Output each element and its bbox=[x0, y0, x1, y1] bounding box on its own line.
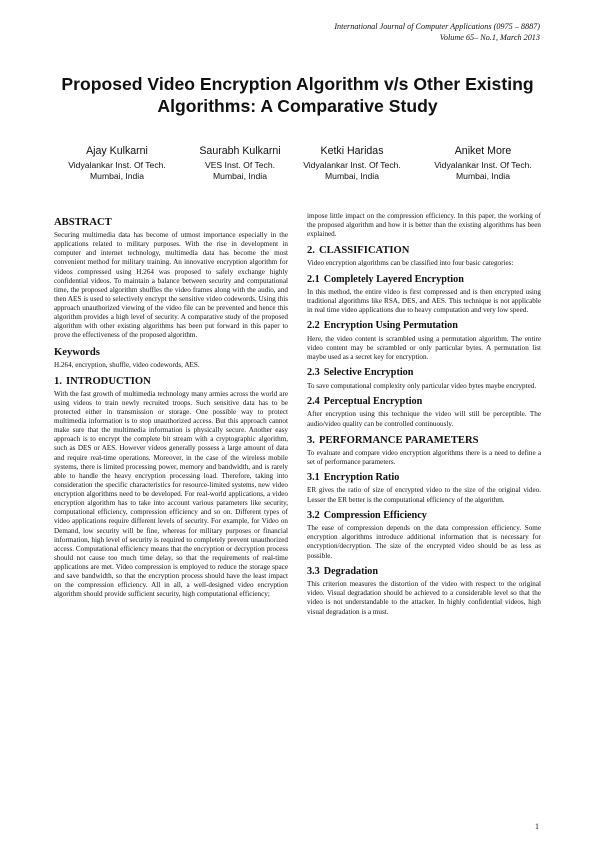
subsection-number: 3.2 bbox=[307, 509, 320, 521]
abstract-heading: ABSTRACT bbox=[54, 217, 112, 228]
section-title: PERFORMANCE PARAMETERS bbox=[318, 434, 479, 446]
subsection-heading bbox=[307, 274, 541, 287]
subsection-number: 2.4 bbox=[307, 395, 320, 407]
keywords-text: H.264, encryption, shuffle, video codewords, AES. bbox=[54, 360, 200, 369]
subsection-number: 3.3 bbox=[307, 565, 320, 577]
author-block bbox=[52, 145, 182, 181]
author-name: Aniket More bbox=[454, 145, 512, 157]
subsection-text: This criterion measures the distortion of the video with respect to the original video. Visual degradation should be achieved to a considerable level so that the video is not understandable to the attacker. In highly confidential videos, high visual degradation is a must. bbox=[307, 580, 541, 616]
left-column bbox=[54, 212, 288, 605]
author-location: Mumbai, India bbox=[325, 170, 379, 181]
subsection-text: To save computational complexity only particular video bytes maybe encrypted. bbox=[307, 381, 537, 390]
subsection-number: 2.3 bbox=[307, 367, 320, 379]
right-column bbox=[307, 212, 541, 622]
author-block bbox=[418, 145, 548, 181]
journal-header bbox=[334, 22, 540, 43]
subsection-title: Completely Layered Encryption bbox=[323, 273, 464, 285]
subsection-text: Here, the video content is scrambled using a permutation algorithm. The entire video content may be scrambled or only particular bytes. A permutation list maybe used as a secret key for encryption. bbox=[307, 334, 541, 362]
journal-name: International Journal of Computer Applications (0975 – 8887) bbox=[334, 22, 540, 31]
classification-text: Video encryption algorithms can be classified into four basic categories: bbox=[307, 259, 514, 268]
subsection-text: The ease of compression depends on the data compression efficiency. Some encryption algorithms introduce additional information that is necessary for encryption/decryption. The size of the encrypted video should be as less as possible. bbox=[307, 524, 541, 560]
subsection-title: Encryption Using Permutation bbox=[323, 320, 458, 332]
author-affiliation: Vidyalankar Inst. Of Tech. bbox=[434, 160, 532, 170]
page-number: 1 bbox=[535, 822, 539, 831]
introduction-continued: impose little impact on the compression efficiency. In this paper, the working of the proposed algorithm and how it is better than the existing algorithms has been explained. bbox=[307, 212, 541, 239]
journal-volume: Volume 65– No.1, March 2013 bbox=[439, 32, 540, 42]
subsection-title: Selective Encryption bbox=[323, 367, 414, 379]
author-affiliation: Vidyalankar Inst. Of Tech. bbox=[68, 160, 166, 170]
subsection-number: 2.1 bbox=[307, 273, 320, 285]
introduction-text: With the fast growth of multimedia technology many armies across the world are using videos to train newly recruited troops. Such sensitive data has to be protected either in transmission or storage. One possible way to protect multimedia information is to stop unauthorized access. But this approach cannot make sure that the multimedia information is physically secure. Another easy approach is to encrypt the complete bit stream with a cryptographic algorithm, such as DES or AES. However videos generally possess a large amount of data and require real-time operations. Moreover, in the case of the wireless mobile systems, there is limited processing power, memory and bandwidth, and is rarely able to handle the heavy encryption processing load. Therefore, taking into consideration the specific characteristics for resource-limited systems, new video encryption algorithms need to be developed. For real-world applications, a video encryption algorithm has to take into account various parameters like security, computational efficiency, compression efficiency and so on. Different types of video applications require different levels of security. For example, for Video on Demand, low security will be fine, whereas for military purposes or financial information, high level of security is required to completely prevent unauthorized access. Computational efficiency means that the encryption or decryption process should not cause too much time delay, so that the requirements of real-time applications are met. Video compression is employed to reduce the storage space and save bandwidth, so that the encryption process should have the least impact on the compression efficiency. All in all, a well-designed video encryption algorithm should provide sufficient security, high computational efficiency; bbox=[54, 389, 288, 599]
paper-title bbox=[40, 74, 555, 117]
subsection-heading bbox=[307, 320, 541, 333]
section-number: 1. bbox=[54, 375, 62, 387]
section-number: 3. bbox=[307, 434, 315, 446]
author-block bbox=[287, 145, 417, 181]
author-affiliation: Vidyalankar Inst. Of Tech. bbox=[303, 160, 401, 170]
section-title: CLASSIFICATION bbox=[318, 245, 410, 257]
subsection-title: Perceptual Encryption bbox=[323, 395, 423, 407]
subsection-number: 3.1 bbox=[307, 471, 320, 483]
keywords-heading: Keywords bbox=[54, 346, 100, 358]
introduction-heading bbox=[54, 375, 288, 388]
classification-heading bbox=[307, 244, 541, 257]
performance-heading bbox=[307, 434, 541, 447]
subsection-heading bbox=[307, 367, 541, 380]
subsection-heading bbox=[307, 396, 541, 409]
author-location: Mumbai, India bbox=[213, 170, 267, 181]
author-name: Saurabh Kulkarni bbox=[199, 145, 281, 157]
subsection-heading bbox=[307, 472, 541, 485]
section-number: 2. bbox=[307, 245, 315, 257]
author-location: Mumbai, India bbox=[456, 170, 510, 181]
author-name: Ajay Kulkarni bbox=[86, 145, 148, 157]
subsection-title: Encryption Ratio bbox=[323, 471, 400, 483]
subsection-number: 2.2 bbox=[307, 320, 320, 332]
author-block bbox=[175, 145, 305, 181]
subsection-text: ER gives the ratio of size of encrypted video to the size of the original video. Lesser the ER better is the computational efficiency of the algorithm. bbox=[307, 486, 541, 504]
author-affiliation: VES Inst. Of Tech. bbox=[204, 160, 276, 170]
title-line-2: Algorithms: A Comparative Study bbox=[157, 95, 438, 116]
author-name: Ketki Haridas bbox=[320, 145, 384, 157]
subsection-heading bbox=[307, 510, 541, 523]
abstract-text: Securing multimedia data has become of utmost importance especially in the applications related to military purposes. With the rise in development in computer and internet technology, multimedia data has become the most convenient method for military training. An innovative encryption algorithm for videos compressed using H.264 was proposed to safely exchange highly confidential videos. To maintain a balance between security and computational time, the proposed algorithm shuffles the video frames along with the audio, and then AES is used to selectively encrypt the sensitive video codewords. Using this approach unauthorized viewing of the video file can be prevented and hence this algorithm provides a high level of security. A comparative study of the proposed algorithm with other existing algorithms has been put forward in this paper to prove the effectiveness of the proposed algorithm. bbox=[54, 231, 288, 340]
section-title: INTRODUCTION bbox=[65, 375, 151, 387]
subsection-heading bbox=[307, 566, 541, 579]
title-line-1: Proposed Video Encryption Algorithm v/s Other Existing bbox=[61, 74, 534, 94]
subsection-text: In this method, the entire video is first compressed and is then encrypted using traditional algorithms like RSA, DES, and AES. This technique is not applicable in real time video applications due to heavy computation and very low speed. bbox=[307, 288, 541, 315]
author-location: Mumbai, India bbox=[90, 170, 144, 181]
subsection-title: Compression Efficiency bbox=[323, 509, 427, 521]
performance-text: To evaluate and compare video encryption algorithms there is a need to define a set of performance parameters. bbox=[307, 448, 541, 466]
subsection-title: Degradation bbox=[323, 565, 379, 577]
subsection-text: After encryption using this technique the video will still be perceptible. The audio/video quality can be controlled continuously. bbox=[307, 410, 541, 428]
